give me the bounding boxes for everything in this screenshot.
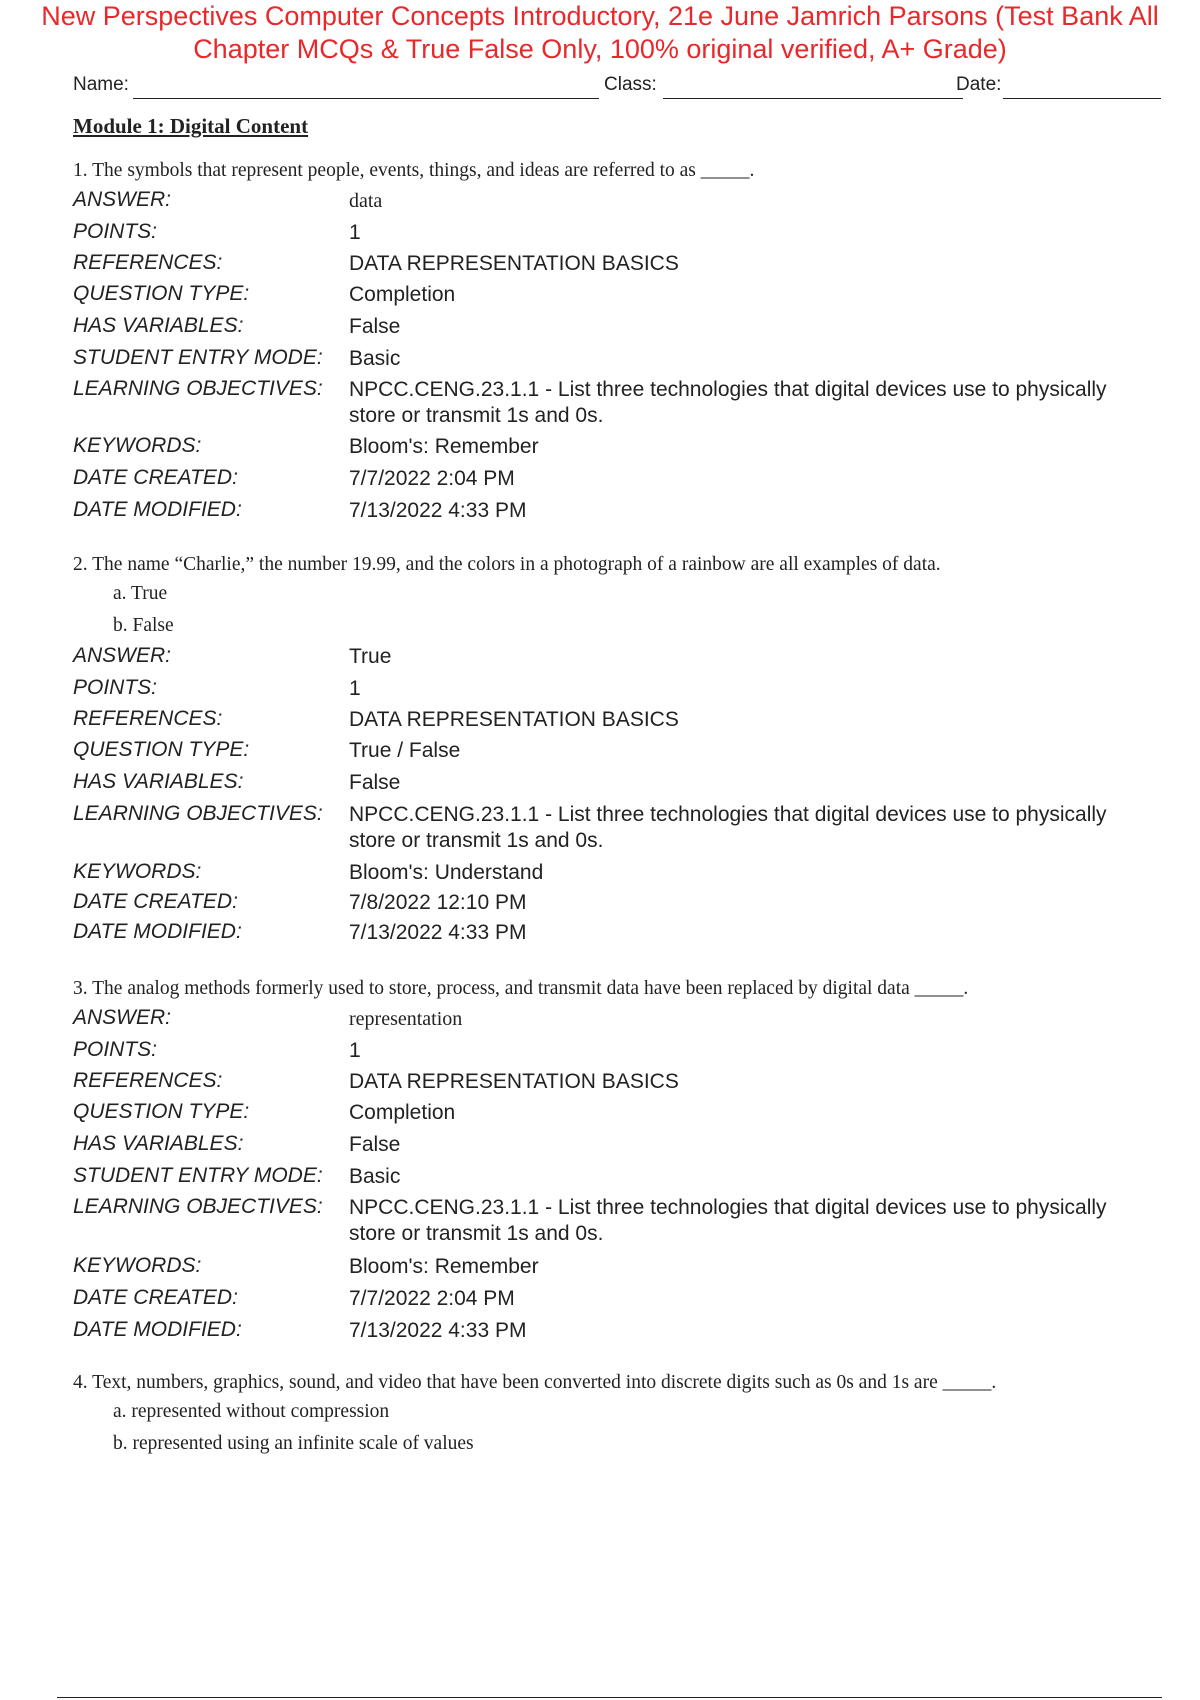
question-type-value: Completion bbox=[349, 283, 456, 306]
keywords-label: KEYWORDS: bbox=[73, 860, 202, 883]
has-variables-value: False bbox=[349, 771, 401, 794]
answer-value: data bbox=[349, 190, 383, 212]
references-value: DATA REPRESENTATION BASICS bbox=[349, 252, 679, 275]
answer-label: ANSWER: bbox=[73, 1006, 172, 1029]
learning-objectives-value: NPCC.CENG.23.1.1 - List three technologies that digital devices use to physically store or transmit 1s and 0s. bbox=[349, 1196, 1107, 1245]
keywords-value: Bloom's: Remember bbox=[349, 435, 539, 458]
has-variables-value: False bbox=[349, 315, 401, 338]
keywords-label: KEYWORDS: bbox=[73, 1254, 202, 1277]
page-bottom-rule bbox=[57, 1697, 1162, 1698]
date-modified-label: DATE MODIFIED: bbox=[73, 920, 242, 943]
class-label: Class: bbox=[604, 74, 657, 95]
points-label: POINTS: bbox=[73, 676, 158, 699]
points-value: 1 bbox=[349, 677, 361, 700]
question-1-text: 1. The symbols that represent people, events, things, and ideas are referred to as _____. bbox=[73, 160, 755, 181]
question-4-text: 4. Text, numbers, graphics, sound, and video that have been converted into discrete digits such as 0s and 1s are _____. bbox=[73, 1372, 997, 1393]
keywords-value: Bloom's: Remember bbox=[349, 1255, 539, 1278]
choice-a: a. True bbox=[113, 583, 168, 604]
date-created-value: 7/8/2022 12:10 PM bbox=[349, 891, 527, 914]
learning-objectives-label: LEARNING OBJECTIVES: bbox=[73, 802, 323, 825]
choice-a: a. represented without compression bbox=[113, 1401, 390, 1422]
name-label: Name: bbox=[73, 74, 129, 95]
has-variables-label: HAS VARIABLES: bbox=[73, 314, 244, 337]
points-value: 1 bbox=[349, 221, 361, 244]
question-3-text: 3. The analog methods formerly used to store, process, and transmit data have been replaced by digital data _____. bbox=[73, 978, 969, 999]
has-variables-label: HAS VARIABLES: bbox=[73, 1132, 244, 1155]
references-label: REFERENCES: bbox=[73, 707, 223, 730]
class-field[interactable] bbox=[663, 98, 963, 99]
title-line-1: New Perspectives Computer Concepts Introductory, 21e June Jamrich Parsons (Test Bank All bbox=[41, 1, 1159, 31]
answer-label: ANSWER: bbox=[73, 644, 172, 667]
references-value: DATA REPRESENTATION BASICS bbox=[349, 1070, 679, 1093]
date-modified-label: DATE MODIFIED: bbox=[73, 498, 242, 521]
date-created-label: DATE CREATED: bbox=[73, 1286, 238, 1309]
student-entry-mode-label: STUDENT ENTRY MODE: bbox=[73, 346, 323, 369]
date-created-label: DATE CREATED: bbox=[73, 890, 238, 913]
date-created-value: 7/7/2022 2:04 PM bbox=[349, 1287, 515, 1310]
choice-b: b. represented using an infinite scale of values bbox=[113, 1433, 474, 1454]
student-entry-mode-value: Basic bbox=[349, 1165, 401, 1188]
question-type-label: QUESTION TYPE: bbox=[73, 1100, 250, 1123]
student-entry-mode-value: Basic bbox=[349, 347, 401, 370]
points-label: POINTS: bbox=[73, 220, 158, 243]
module-title: Module 1: Digital Content bbox=[73, 114, 309, 138]
question-type-value: Completion bbox=[349, 1101, 456, 1124]
answer-value: representation bbox=[349, 1008, 463, 1030]
choice-b: b. False bbox=[113, 615, 174, 636]
student-info-fields bbox=[73, 71, 1161, 101]
points-label: POINTS: bbox=[73, 1038, 158, 1061]
title-line-2: Chapter MCQs & True False Only, 100% original verified, A+ Grade) bbox=[193, 34, 1007, 64]
learning-objectives-value: NPCC.CENG.23.1.1 - List three technologies that digital devices use to physically store or transmit 1s and 0s. bbox=[349, 803, 1107, 852]
references-label: REFERENCES: bbox=[73, 1069, 223, 1092]
learning-objectives-label: LEARNING OBJECTIVES: bbox=[73, 1195, 323, 1218]
date-modified-value: 7/13/2022 4:33 PM bbox=[349, 921, 527, 944]
date-field[interactable] bbox=[1003, 98, 1161, 99]
name-field[interactable] bbox=[133, 98, 599, 99]
date-created-label: DATE CREATED: bbox=[73, 466, 238, 489]
learning-objectives-label: LEARNING OBJECTIVES: bbox=[73, 377, 323, 400]
has-variables-label: HAS VARIABLES: bbox=[73, 770, 244, 793]
answer-value: True bbox=[349, 645, 392, 668]
has-variables-value: False bbox=[349, 1133, 401, 1156]
keywords-label: KEYWORDS: bbox=[73, 434, 202, 457]
references-value: DATA REPRESENTATION BASICS bbox=[349, 708, 679, 731]
keywords-value: Bloom's: Understand bbox=[349, 861, 544, 884]
answer-label: ANSWER: bbox=[73, 188, 172, 211]
date-modified-value: 7/13/2022 4:33 PM bbox=[349, 499, 527, 522]
question-type-value: True / False bbox=[349, 739, 461, 762]
points-value: 1 bbox=[349, 1039, 361, 1062]
date-created-value: 7/7/2022 2:04 PM bbox=[349, 467, 515, 490]
question-type-label: QUESTION TYPE: bbox=[73, 282, 250, 305]
student-entry-mode-label: STUDENT ENTRY MODE: bbox=[73, 1164, 323, 1187]
date-label: Date: bbox=[956, 74, 1002, 95]
date-modified-label: DATE MODIFIED: bbox=[73, 1318, 242, 1341]
question-2-text: 2. The name “Charlie,” the number 19.99, and the colors in a photograph of a rainbow are all examples of data. bbox=[73, 554, 941, 575]
references-label: REFERENCES: bbox=[73, 251, 223, 274]
learning-objectives-value: NPCC.CENG.23.1.1 - List three technologies that digital devices use to physically store or transmit 1s and 0s. bbox=[349, 378, 1107, 427]
question-type-label: QUESTION TYPE: bbox=[73, 738, 250, 761]
date-modified-value: 7/13/2022 4:33 PM bbox=[349, 1319, 527, 1342]
